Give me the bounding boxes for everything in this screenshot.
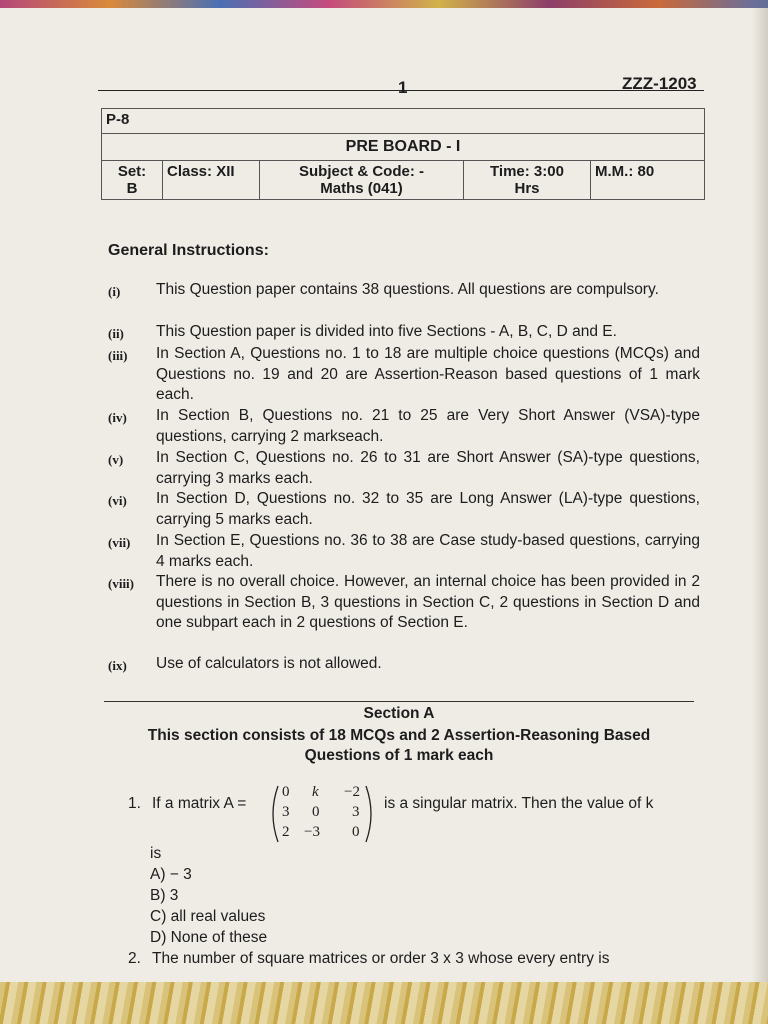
instruction-item [108,322,700,343]
info-set [102,161,163,200]
subject-line1: Subject & Code: - [298,163,424,180]
matrix-cell: −3 [304,824,320,840]
instruction-number: (i) [108,284,121,299]
q1-option-b: B) 3 [150,887,179,904]
photo-edge-right [752,0,768,1024]
info-subject [260,161,464,200]
instruction-number: (viii) [108,576,134,591]
set-label: Set: [117,163,147,180]
instruction-item [108,531,700,572]
matrix-cell: 0 [352,824,360,840]
section-a-desc-line1: This section consists of 18 MCQs and 2 Assertion-Reasoning Based [147,727,651,744]
instruction-text: This Question paper is divided into five Sections - A, B, C, D and E. [156,323,617,340]
matrix-cell: −2 [344,784,360,800]
info-marks: M.M.: 80 [591,161,705,200]
matrix-cell: k [312,784,319,800]
q2-text: The number of square matrices or order 3 x 3 whose every entry is [152,950,610,967]
instruction-item [108,572,700,634]
info-class: Class: XII [163,161,260,200]
instruction-item [108,448,700,489]
instructions-heading: General Instructions: [108,242,269,259]
info-code: P-8 [106,111,130,128]
set-value: B [126,180,138,197]
photo-edge-top [0,0,768,8]
matrix-cell: 3 [282,804,290,820]
q1-tail: is a singular matrix. Then the value of k [384,795,654,812]
section-a-desc-line2: Questions of 1 mark each [304,747,494,764]
instruction-item [108,489,700,530]
instruction-number: (vi) [108,493,127,508]
matrix-cell: 0 [312,804,320,820]
instruction-text: This Question paper contains 38 questions. All questions are compulsory. [156,281,659,298]
section-a-description [104,726,694,766]
q1-lead: If a matrix A = [152,795,247,812]
page-number: 1 [398,78,408,97]
section-divider [104,701,694,702]
instruction-item [108,280,700,301]
instruction-number: (ix) [108,658,127,673]
q1-number: 1. [128,795,141,812]
instruction-number: (v) [108,452,124,467]
instruction-text: In Section A, Questions no. 1 to 18 are multiple choice questions (MCQs) and Questions no. 19 and 20 are Assertion-Reason based questions of 1 mark each. [156,345,700,403]
instruction-text: In Section B, Questions no. 21 to 25 are Very Short Answer (VSA)-type questions, carrying 2 markseach. [156,407,700,445]
q1-option-c: C) all real values [150,908,266,925]
info-title: PRE BOARD - I [102,134,705,161]
subject-line2: Maths (041) [320,180,403,197]
info-code-cell [102,109,705,134]
info-table [101,108,705,200]
instruction-number: (iii) [108,348,128,363]
exam-page [0,8,752,982]
instruction-text: In Section D, Questions no. 32 to 35 are Long Answer (LA)-type questions, carrying 5 marks each. [156,490,700,528]
instruction-item [108,344,700,406]
header-rule [98,90,704,91]
instruction-text: Use of calculators is not allowed. [156,655,382,672]
instruction-number: (iv) [108,410,127,425]
q1-matrix [268,784,376,844]
q1-tail2: is [150,845,162,862]
instruction-item [108,406,700,447]
q2-number: 2. [128,950,141,967]
matrix-cell: 2 [282,824,290,840]
instruction-text: In Section E, Questions no. 36 to 38 are Case study-based questions, carrying 4 marks each. [156,532,700,570]
section-a-title: Section A [363,705,435,722]
q1-option-a: A) − 3 [150,866,192,883]
time-line2: Hrs [514,180,540,197]
instruction-number: (ii) [108,326,124,341]
instruction-text: There is no overall choice. However, an internal choice has been provided in 2 questions in Section B, 3 questions in Section C, 2 questions in Section D and one subpart each in 2 questions of Section E. [156,573,700,631]
paper-code: ZZZ-1203 [622,74,697,93]
info-time [464,161,591,200]
matrix-cell: 0 [282,784,290,800]
instruction-item [108,654,700,675]
time-line1: Time: 3:00 [490,163,564,180]
photo-edge-bottom [0,982,768,1024]
matrix-cell: 3 [352,804,360,820]
q1-option-d: D) None of these [150,929,268,946]
instruction-text: In Section C, Questions no. 26 to 31 are Short Answer (SA)-type questions, carrying 3 marks each. [156,449,700,487]
instruction-number: (vii) [108,535,131,550]
